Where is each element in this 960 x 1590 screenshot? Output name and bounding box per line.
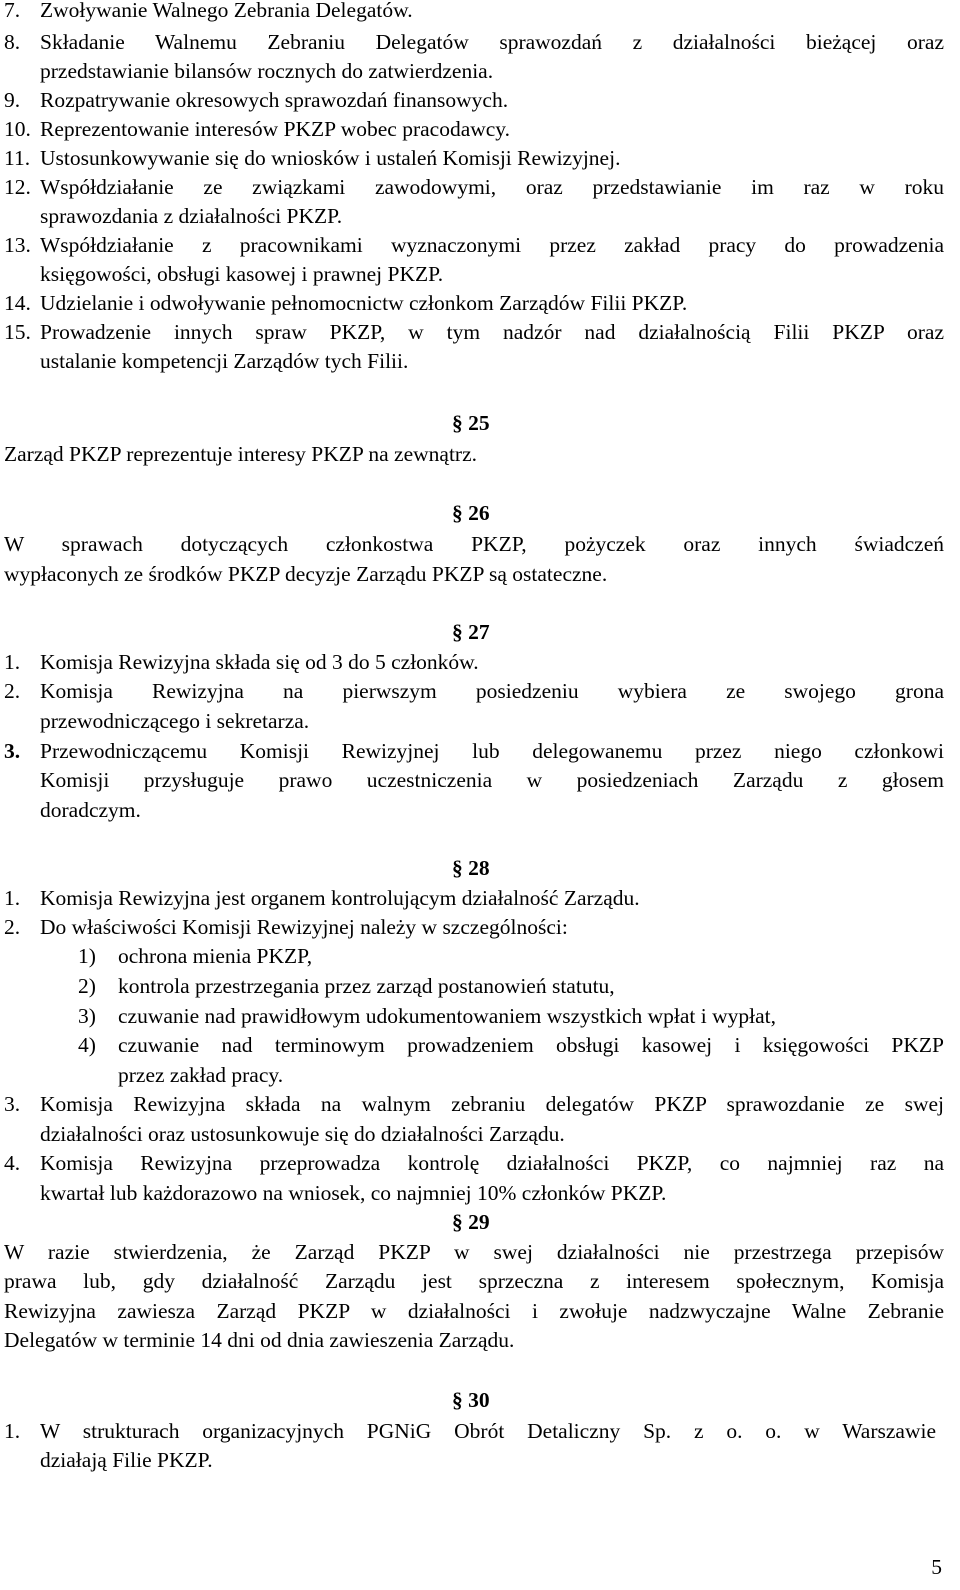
- item-number: 8.: [4, 30, 21, 54]
- list-item-text: ustalanie kompetencji Zarządów tych Filii.: [40, 349, 409, 373]
- item-number: 11.: [4, 146, 31, 170]
- list-item-text: Do właściwości Komisji Rewizyjnej należy w szczególności:: [40, 915, 568, 939]
- paragraph: Zarząd PKZP reprezentuje interesy PKZP na zewnątrz.: [4, 442, 478, 466]
- list-item-text: Ustosunkowywanie się do wniosków i ustaleń Komisji Rewizyjnej.: [40, 146, 621, 170]
- paragraph: Delegatów w terminie 14 dni od dnia zawieszenia Zarządu.: [4, 1328, 515, 1352]
- list-item-text: Składanie Walnemu Zebraniu Delegatów sprawozdań z działalności bieżącej oraz: [40, 30, 944, 54]
- paragraph: W sprawach dotyczących członkostwa PKZP, pożyczek oraz innych świadczeń: [4, 532, 944, 556]
- sub-item-text: czuwanie nad prawidłowym udokumentowaniem wszystkich wpłat i wypłat,: [118, 1004, 776, 1028]
- section-heading-25: § 25: [452, 411, 490, 435]
- list-item-text: Komisja Rewizyjna składa się od 3 do 5 członków.: [40, 650, 479, 674]
- list-item-text: przewodniczącego i sekretarza.: [40, 709, 310, 733]
- paragraph: Rewizyjna zawiesza Zarząd PKZP w działalności i zwołuje nadzwyczajne Walne Zebranie: [4, 1299, 944, 1323]
- sub-item-text: czuwanie nad terminowym prowadzeniem obsługi kasowej i księgowości PKZP: [118, 1033, 944, 1057]
- paragraph: W razie stwierdzenia, że Zarząd PKZP w swej działalności nie przestrzega przepisów: [4, 1240, 944, 1264]
- list-item-text: przedstawianie bilansów rocznych do zatwierdzenia.: [40, 59, 494, 83]
- list-item-text: Reprezentowanie interesów PKZP wobec pracodawcy.: [40, 117, 511, 141]
- section-heading-30: § 30: [452, 1388, 490, 1412]
- item-number: 1.: [4, 1419, 21, 1443]
- item-number: 2.: [4, 915, 21, 939]
- item-number: 3.: [4, 1092, 21, 1116]
- item-number: 4.: [4, 1151, 21, 1175]
- sub-item-number: 1): [78, 944, 96, 968]
- section-heading-29: § 29: [452, 1210, 490, 1234]
- item-number: 3.: [4, 739, 21, 763]
- list-item-text: sprawozdania z działalności PKZP.: [40, 204, 343, 228]
- list-item-text: Współdziałanie z pracownikami wyznaczonymi przez zakład pracy do prowadzenia: [40, 233, 944, 257]
- list-item-text: księgowości, obsługi kasowej i prawnej PKZP.: [40, 262, 444, 286]
- list-item-text: Współdziałanie ze związkami zawodowymi, oraz przedstawianie im raz w roku: [40, 175, 944, 199]
- sub-item-text: ochrona mienia PKZP,: [118, 944, 313, 968]
- item-number: 12.: [4, 175, 31, 199]
- sub-item-number: 3): [78, 1004, 96, 1028]
- page-number: 5: [931, 1555, 942, 1579]
- item-number: 14.: [4, 291, 31, 315]
- item-number: 1.: [4, 650, 21, 674]
- list-item-text: Przewodniczącemu Komisji Rewizyjnej lub delegowanemu przez niego członkowi: [40, 739, 944, 763]
- section-heading-28: § 28: [452, 856, 490, 880]
- list-item-text: Komisja Rewizyjna przeprowadza kontrolę działalności PKZP, co najmniej raz na: [40, 1151, 944, 1175]
- list-item-text: Prowadzenie innych spraw PKZP, w tym nadzór nad działalnością Filii PKZP oraz: [40, 320, 944, 344]
- sub-item-text: przez zakład pracy.: [118, 1063, 284, 1087]
- item-number: 9.: [4, 88, 21, 112]
- paragraph: prawa lub, gdy działalność Zarządu jest sprzeczna z interesem społecznym, Komisja: [4, 1269, 944, 1293]
- sub-item-number: 2): [78, 974, 96, 998]
- list-item-text: Komisja Rewizyjna na pierwszym posiedzeniu wybiera ze swojego grona: [40, 679, 944, 703]
- list-item-text: działają Filie PKZP.: [40, 1448, 213, 1472]
- list-item-text: doradczym.: [40, 798, 141, 822]
- item-number: 2.: [4, 679, 21, 703]
- item-number: 7.: [4, 0, 21, 22]
- section-heading-27: § 27: [452, 620, 490, 644]
- section-heading-26: § 26: [452, 501, 490, 525]
- item-number: 13.: [4, 233, 31, 257]
- list-item-text: Komisja Rewizyjna jest organem kontrolującym działalność Zarządu.: [40, 886, 640, 910]
- list-item-text: Zwoływanie Walnego Zebrania Delegatów.: [40, 0, 413, 22]
- item-number: 1.: [4, 886, 21, 910]
- sub-item-number: 4): [78, 1033, 96, 1057]
- item-number: 10.: [4, 117, 31, 141]
- list-item-text: Komisja Rewizyjna składa na walnym zebraniu delegatów PKZP sprawozdanie ze swej: [40, 1092, 944, 1116]
- list-item-text: kwartał lub każdorazowo na wniosek, co najmniej 10% członków PKZP.: [40, 1181, 667, 1205]
- list-item-text: działalności oraz ustosunkowuje się do działalności Zarządu.: [40, 1122, 565, 1146]
- paragraph: wypłaconych ze środków PKZP decyzje Zarządu PKZP są ostateczne.: [4, 562, 608, 586]
- list-item-text: Komisji przysługuje prawo uczestniczenia w posiedzeniach Zarządu z głosem: [40, 768, 944, 792]
- list-item-text: Rozpatrywanie okresowych sprawozdań finansowych.: [40, 88, 509, 112]
- item-number: 15.: [4, 320, 31, 344]
- list-item: [4, 0, 20, 23]
- list-item-text: W strukturach organizacyjnych PGNiG Obrót Detaliczny Sp. z o. o. w Warszawie: [40, 1419, 936, 1443]
- list-item-text: Udzielanie i odwoływanie pełnomocnictw członkom Zarządów Filii PKZP.: [40, 291, 688, 315]
- sub-item-text: kontrola przestrzegania przez zarząd postanowień statutu,: [118, 974, 615, 998]
